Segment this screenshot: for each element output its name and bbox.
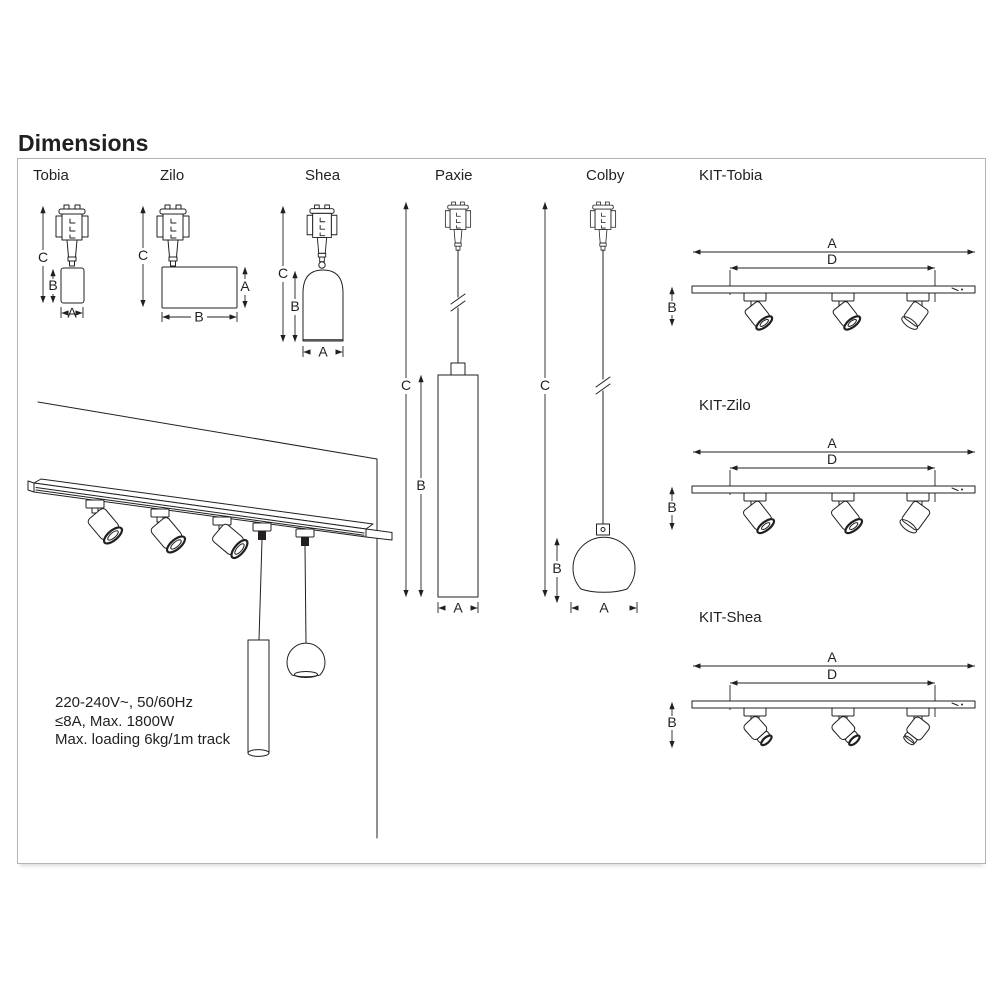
kit-tobia-spot-1 [744,293,775,332]
installation-scene [28,402,392,838]
scene-spot-3 [211,517,250,561]
tobia-dim-a-label: A [67,304,77,321]
kit-zilo-spot-2 [830,493,864,536]
kit-zilo-dim-d-label: D [826,451,838,467]
kit-shea-dim-b-label: B [667,714,677,730]
tobia-dim-c-label: C [37,249,49,265]
kit-zilo-dim-b-label: B [667,499,677,515]
kit-shea-dim-d-label: D [826,666,838,682]
product-label-shea: Shea [305,167,341,184]
scene-spot-1 [86,500,125,546]
paxie-body [438,375,478,597]
paxie-dim-c-label: C [400,377,412,393]
kit-shea-dim-a-label: A [827,649,837,665]
zilo-dim-b-label: B [194,308,204,325]
kit-shea-diagram [667,649,975,748]
kit-tobia-diagram [667,235,975,332]
page-title: Dimensions [18,130,149,156]
zilo-body [162,267,237,308]
spec-line-voltage: 220-240V~, 50/60Hz [55,694,194,711]
product-label-kit-zilo: KIT-Zilo [699,397,751,414]
colby-dim-c-label: C [539,377,551,393]
kit-zilo-dim-a-label: A [827,435,837,451]
product-label-tobia: Tobia [33,167,69,184]
shea-dim-b-label: B [290,298,300,314]
kit-zilo-spot-3 [898,493,931,535]
tobia-diagram [38,205,88,321]
ceiling-line [38,402,377,459]
kit-shea-spot-1 [742,708,775,748]
paxie-dim-a-label: A [453,599,463,616]
colby-dim-b-label: B [552,560,562,576]
scene-track-endcap [366,529,392,540]
paxie-dim-b-label: B [416,477,426,493]
kit-shea-spot-2 [830,708,863,748]
tobia-body [61,268,84,303]
product-label-colby: Colby [586,167,625,184]
product-label-zilo: Zilo [160,167,185,184]
product-label-paxie: Paxie [435,167,473,184]
kit-zilo-diagram [667,435,975,536]
product-label-kit-tobia: KIT-Tobia [699,167,763,184]
scene-spot-2 [150,509,188,555]
kit-tobia-spot-2 [832,293,863,332]
zilo-diagram [138,205,250,325]
colby-body [573,537,635,592]
kit-tobia-dim-a-label: A [827,235,837,251]
scene-track-top [34,479,373,529]
zilo-dim-a-label: A [240,278,250,294]
paxie-diagram [401,202,478,616]
spec-line-current: ≤8A, Max. 1800W [55,712,175,730]
kit-shea-track [692,701,975,708]
kit-tobia-dim-d-label: D [826,251,838,267]
tobia-dim-b-label: B [48,277,58,293]
kit-zilo-track [692,486,975,493]
colby-diagram [540,202,637,616]
kit-tobia-spot-3 [900,293,930,332]
kit-tobia-dim-b-label: B [667,299,677,315]
kit-zilo-spot-1 [742,493,776,536]
kit-shea-spot-3 [900,708,931,748]
scene-pendant-cylinder [248,523,271,756]
shea-dim-c-label: C [277,265,289,281]
shea-body [303,270,343,341]
shea-dim-a-label: A [318,343,328,360]
kit-tobia-track [692,286,975,293]
scene-pendant-ball [287,529,325,678]
shea-diagram [278,205,343,360]
zilo-dim-c-label: C [137,247,149,263]
spec-line-loading: Max. loading 6kg/1m track [55,731,231,748]
colby-dim-a-label: A [599,599,609,616]
product-label-kit-shea: KIT-Shea [699,609,762,626]
